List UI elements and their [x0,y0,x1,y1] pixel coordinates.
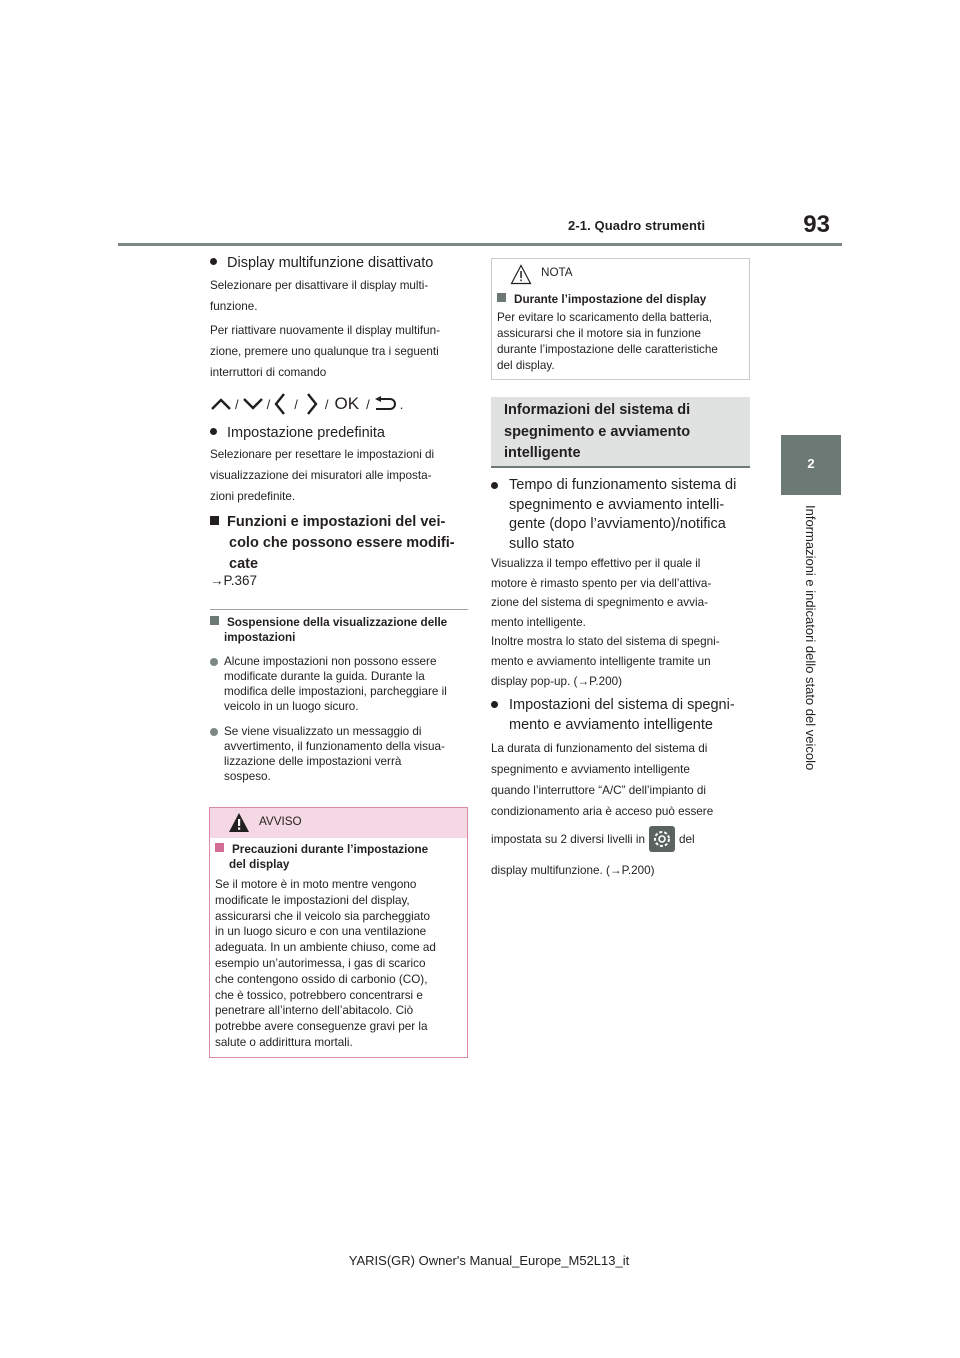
bullet-icon [210,428,217,435]
suspension-item: Alcune impostazioni non possono essere modificate durante la guida. Durante la modifica delle impostazioni, parcheggiare il veicolo in un luogo sicuro. [210,654,447,714]
warning-text: Se il motore è in moto mentre vengono modificate le impostazioni del display, assicurarsi che il veicolo sia parcheggiato in un luogo sicuro e con una ventilazione adeguata. In un ambiente chiuso, come ad esempio un’autorimessa, i gas di scarico che contengono ossido di carbonio (CO), che è tossico, potrebbero concentrarsi e penetrare all’interno dell’abitacolo. Ciò potrebbe avere conseguenze gravi per la salute o addirittura mortali. [215,878,436,1049]
chevron-right-icon [305,392,319,416]
warning-title: Precauzioni durante l’impostazione del display [215,842,428,872]
bullet-icon [210,258,217,265]
note-label: NOTA [541,266,573,279]
impostazioni-text: La durata di funzionamento del sistema di spegnimento e avviamento intelligente quando l’interruttore “A/C” dell’impianto di condizionamento aria è acceso può essere impostata su 2 diversi livelli in del display multifunzione. (→P.200) [491,742,714,877]
warning-header [210,808,467,838]
control-switch-row: / / / / OK / . [210,392,403,416]
warning-icon [228,812,250,833]
warning-label: AVVISO [259,815,302,828]
warning-box [209,807,468,1058]
square-bullet-icon [215,843,224,852]
ok-icon: OK [334,394,360,413]
page-number: 93 [803,211,830,238]
square-bullet-icon [210,616,219,625]
note-text: Per evitare lo scaricamento della batteria, assicurarsi che il motore sia in funzione durante l’impostazione delle caratteristiche del display. [497,311,718,372]
chevron-down-icon [242,396,264,412]
section-divider [210,609,468,610]
header-rule [118,243,842,246]
impostazioni-heading: Impostazioni del sistema di spegni- mento e avviamento intelligente [491,695,735,735]
square-bullet-icon [497,293,506,302]
info-section-heading: Informazioni del sistema di spegnimento e avviamento intelligente [491,397,750,468]
section-title: 2-1. Quadro strumenti [568,218,706,233]
tempo-heading: Tempo di funzionamento sistema di spegnimento e avviamento intelli- gente (dopo l’avviamento)/notifica sullo stato [491,476,736,554]
bullet-icon [210,728,218,736]
display-off-text: Selezionare per disattivare il display multi- funzione. Per riattivare nuovamente il display multifun- zione, premere uno qualunque tra i seguenti interruttori di comando [210,279,440,379]
default-setting-heading: Impostazione predefinita [210,425,385,441]
bullet-icon [491,482,498,489]
square-bullet-icon [210,516,219,525]
caution-icon [510,264,532,285]
bullet-icon [210,658,218,666]
tempo-text: Visualizza il tempo effettivo per il quale il motore è rimasto spento per via dell’attiva- zione del sistema di spegnimento e avvia- mento intelligente. Inoltre mostra lo stato del sistema di spegni- mento e avviamento intelligente tramite un display pop-up. (→P.200) [491,557,720,688]
bullet-icon [491,701,498,708]
chevron-left-icon [273,392,287,416]
chevron-up-icon [210,396,232,412]
default-setting-text: Selezionare per resettare le impostazioni di visualizzazione dei misuratori alle imposta- zioni predefinite. [210,448,435,503]
note-title: Durante l’impostazione del display [497,292,706,307]
functions-heading: Funzioni e impostazioni del vei- colo che possono essere modifi- cate [210,512,455,575]
settings-gear-icon [649,826,675,852]
chapter-title: Informazioni e indicatori dello stato del veicolo [803,505,818,771]
chapter-tab: 2 [781,435,841,495]
back-icon [373,396,397,412]
display-off-heading: Display multifunzione disattivato [210,255,433,271]
note-box [491,258,750,380]
suspension-item: Se viene visualizzato un messaggio di avvertimento, il funzionamento della visua- lizzazione delle impostazioni verrà sospeso. [210,724,445,784]
footer-manual-id: YARIS(GR) Owner's Manual_Europe_M52L13_it [348,1253,630,1268]
suspension-heading: Sospensione della visualizzazione delle impostazioni [210,615,447,645]
functions-ref: →P.367 [210,573,258,588]
